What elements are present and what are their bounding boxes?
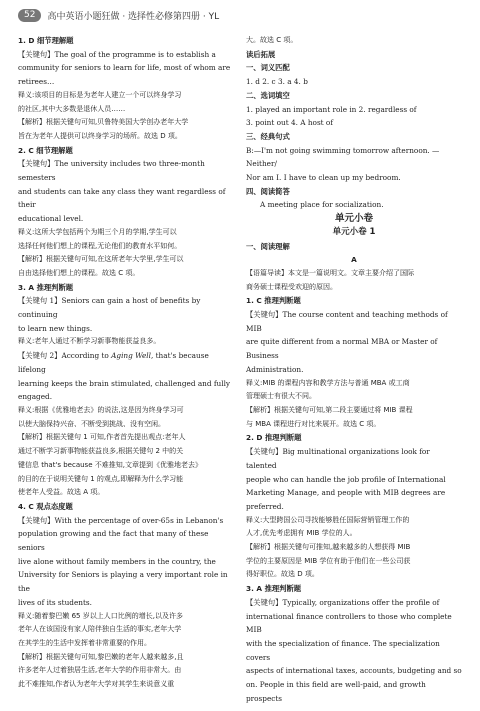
text-line: Administration. <box>246 364 304 374</box>
question-heading: 4. C 观点态度题 <box>18 501 73 511</box>
analysis: 与 MBA 课程进行对比来展开。故选 C 项。 <box>246 419 381 428</box>
text-line: retirees… <box>18 77 55 87</box>
subsection-heading: 一、阅读理解 <box>246 241 290 251</box>
answer-line: 3. point out 4. A host of <box>246 118 334 128</box>
question-heading: 2. C 细节理解题 <box>18 145 73 155</box>
text-line: and students can take any class they want regardless of their <box>18 186 226 210</box>
analysis: 【解析】根据关键句可知,第二段主要通过将 MIB 课程 <box>246 405 413 414</box>
key-sentence: 【关键句】The university includes two three-month semesters <box>18 159 205 183</box>
translation: 释义:MIB 的课程内容和教学方法与普通 MBA 或工商 <box>246 378 410 387</box>
translation: 在其学生的生活中发挥着非常重要的作用。 <box>18 638 151 647</box>
answer-line: B:—I'm not going swimming tomorrow afternoon. —Neither/ <box>246 145 440 169</box>
analysis: 自由选择他们想上的课程。故选 C 项。 <box>18 268 140 277</box>
question-heading: 3. A 推理判断题 <box>18 282 74 292</box>
text-line: with the specialization of finance. The specialization covers <box>246 638 440 662</box>
page-header <box>18 8 219 22</box>
question-heading: 1. C 推理判断题 <box>246 296 301 306</box>
analysis: 键信息 that's because 不难推知,文章提到《优雅地老去》 <box>18 460 202 469</box>
key-sentence <box>18 349 231 376</box>
question-heading: 2. D 推理判断题 <box>246 433 302 443</box>
analysis: 大。故选 C 项。 <box>246 36 298 44</box>
subsection-heading: 四、阅读简答 <box>246 186 290 196</box>
text-line: learning keeps the brain stimulated, challenged and fully <box>18 378 231 388</box>
question-heading: 3. A 推理判断题 <box>246 584 302 594</box>
text-span: 【关键句 2】According to <box>18 351 112 361</box>
text-line: live alone without family members in the country, the <box>18 556 216 566</box>
translation: 人才,优先考虑拥有 MIB 学位的人。 <box>246 529 357 538</box>
analysis: 【解析】根据关键句 1 可知,作者首先提出观点:老年人 <box>18 433 186 442</box>
translation: 老年人在该国没有家人陪伴独自生活的事实,老年大学 <box>18 625 182 634</box>
translation: 释义:该项目的目标是为老年人建立一个可以终身学习 <box>18 90 182 99</box>
answer-line: Nor am I. I have to clean up my bedroom. <box>246 173 401 183</box>
text-line: community for seniors to learn for life, most of whom are <box>18 63 231 73</box>
answer-line: 1. played an important role in 2. regardless of <box>246 104 417 114</box>
text-line: aspects of international taxes, accounts, budgeting and so <box>246 666 462 676</box>
text-line: engaged. <box>18 392 53 402</box>
passage-label: A <box>351 255 357 265</box>
key-sentence: 【关键句】The course content and teaching methods of MIB <box>246 310 448 333</box>
passage-guide: 【语篇导读】本文是一篇说明文。文章主要介绍了国际 <box>246 268 414 277</box>
key-sentence: 【关键句】With the percentage of over-65s in Lebanon's <box>18 515 224 525</box>
translation: 释义:根据《优雅地老去》的说法,这是因为终身学习可 <box>18 405 184 414</box>
analysis: 【解析】根据关键句可知,贝鲁特美国大学创办老年大学 <box>18 118 189 127</box>
text-line: are quite different from a normal MBA or Master of Business <box>246 337 438 361</box>
text-line: people who can handle the job profile of International <box>246 474 446 484</box>
text-line: international finance controllers to those who complete MIB <box>246 611 452 635</box>
analysis: 旨在为老年人提供可以终身学习的场所。故选 D 项。 <box>18 131 182 140</box>
subsection-heading: 三、经典句式 <box>246 131 290 141</box>
translation: 管理硕士有很大不同。 <box>246 392 316 401</box>
text-line: on. People in this field are well-paid, and growth prospects <box>246 680 426 703</box>
analysis: 【解析】根据关键句可知,在这所老年大学里,学生可以 <box>18 255 184 264</box>
translation: 选择任何他们想上的课程,无论他们的教育水平如何。 <box>18 241 182 250</box>
passage-guide: 商务硕士课程受欢迎的原因。 <box>246 282 337 291</box>
text-line: University for Seniors is playing a very important role in the <box>18 570 228 594</box>
analysis: 得好职位。故选 D 项。 <box>246 570 319 579</box>
text-line: to learn new things. <box>18 323 93 333</box>
key-sentence: 【关键句】Big multinational organizations look for talented <box>246 447 430 470</box>
analysis: 【解析】根据关键句可知,黎巴嫩的老年人越来越多,且 <box>18 652 184 661</box>
analysis: 【解析】根据关键句可推知,越来越多的人想获得 MIB <box>246 543 411 552</box>
text-line: preferred. <box>246 501 284 511</box>
key-sentence: 【关键句】Typically, organizations offer the profile of <box>246 597 440 607</box>
unit-title: 单元小卷 <box>334 213 373 225</box>
book-title-italic: Aging Well <box>111 351 151 361</box>
analysis: 学位的主要原因是 MIB 学位有助于他们在一些公司获 <box>246 556 411 565</box>
translation: 以使大脑保持兴奋、不断受到挑战、没有空闲。 <box>18 419 165 428</box>
analysis: 许多老年人过着独居生活,老年大学的作用非常大。由 <box>18 666 182 675</box>
left-column <box>18 34 231 692</box>
page-number: 52 <box>18 9 41 22</box>
translation: 释义:随着黎巴嫩 65 岁以上人口比例的增长,以及许多 <box>18 611 183 620</box>
key-sentence: 【关键句 1】Seniors can gain a host of benefits by continuing <box>18 296 201 320</box>
unit-subtitle: 单元小卷 1 <box>332 226 376 237</box>
text-line: population growing and the fact that many of these seniors <box>18 529 209 553</box>
text-line: Marketing Manage, and people with MIB degrees are <box>246 488 446 498</box>
translation: 释义:大型跨国公司寻找能够胜任国际营销管理工作的 <box>246 515 410 524</box>
analysis: 的目的在于说明关键句 1 的观点,即解释为什么学习能 <box>18 474 184 483</box>
subsection-heading: 一、词义匹配 <box>246 63 290 73</box>
text-line: lives of its students. <box>18 597 92 607</box>
translation: 释义:这所大学包括两个为期三个月的学期,学生可以 <box>18 227 177 236</box>
analysis: 此不难推知,作者认为老年大学对其学生来说意义重 <box>18 680 175 689</box>
book-title: 高中英语小题狂做 · 选择性必修第四册 · YL <box>47 11 220 22</box>
key-sentence: 【关键句】The goal of the programme is to establish a <box>18 49 216 59</box>
answer-line: 1. d 2. c 3. a 4. b <box>246 77 308 87</box>
analysis: 使老年人受益。故选 A 项。 <box>18 488 105 497</box>
subsection-heading: 二、选词填空 <box>246 90 290 100</box>
answer-line: A meeting place for socialization. <box>260 200 384 210</box>
section-heading: 读后拓展 <box>246 49 276 59</box>
translation: 释义:老年人通过不断学习新事物能获益良多。 <box>18 337 161 346</box>
right-column <box>246 34 462 705</box>
question-heading: 1. D 细节理解题 <box>18 36 74 45</box>
analysis: 通过不断学习新事物能获益良多,根据关键句 2 中的关 <box>18 447 184 456</box>
translation: 的社区,其中大多数是退休人员…… <box>18 104 126 113</box>
text-line: educational level. <box>18 214 84 224</box>
text-span: , that's because lifelong <box>18 351 209 374</box>
